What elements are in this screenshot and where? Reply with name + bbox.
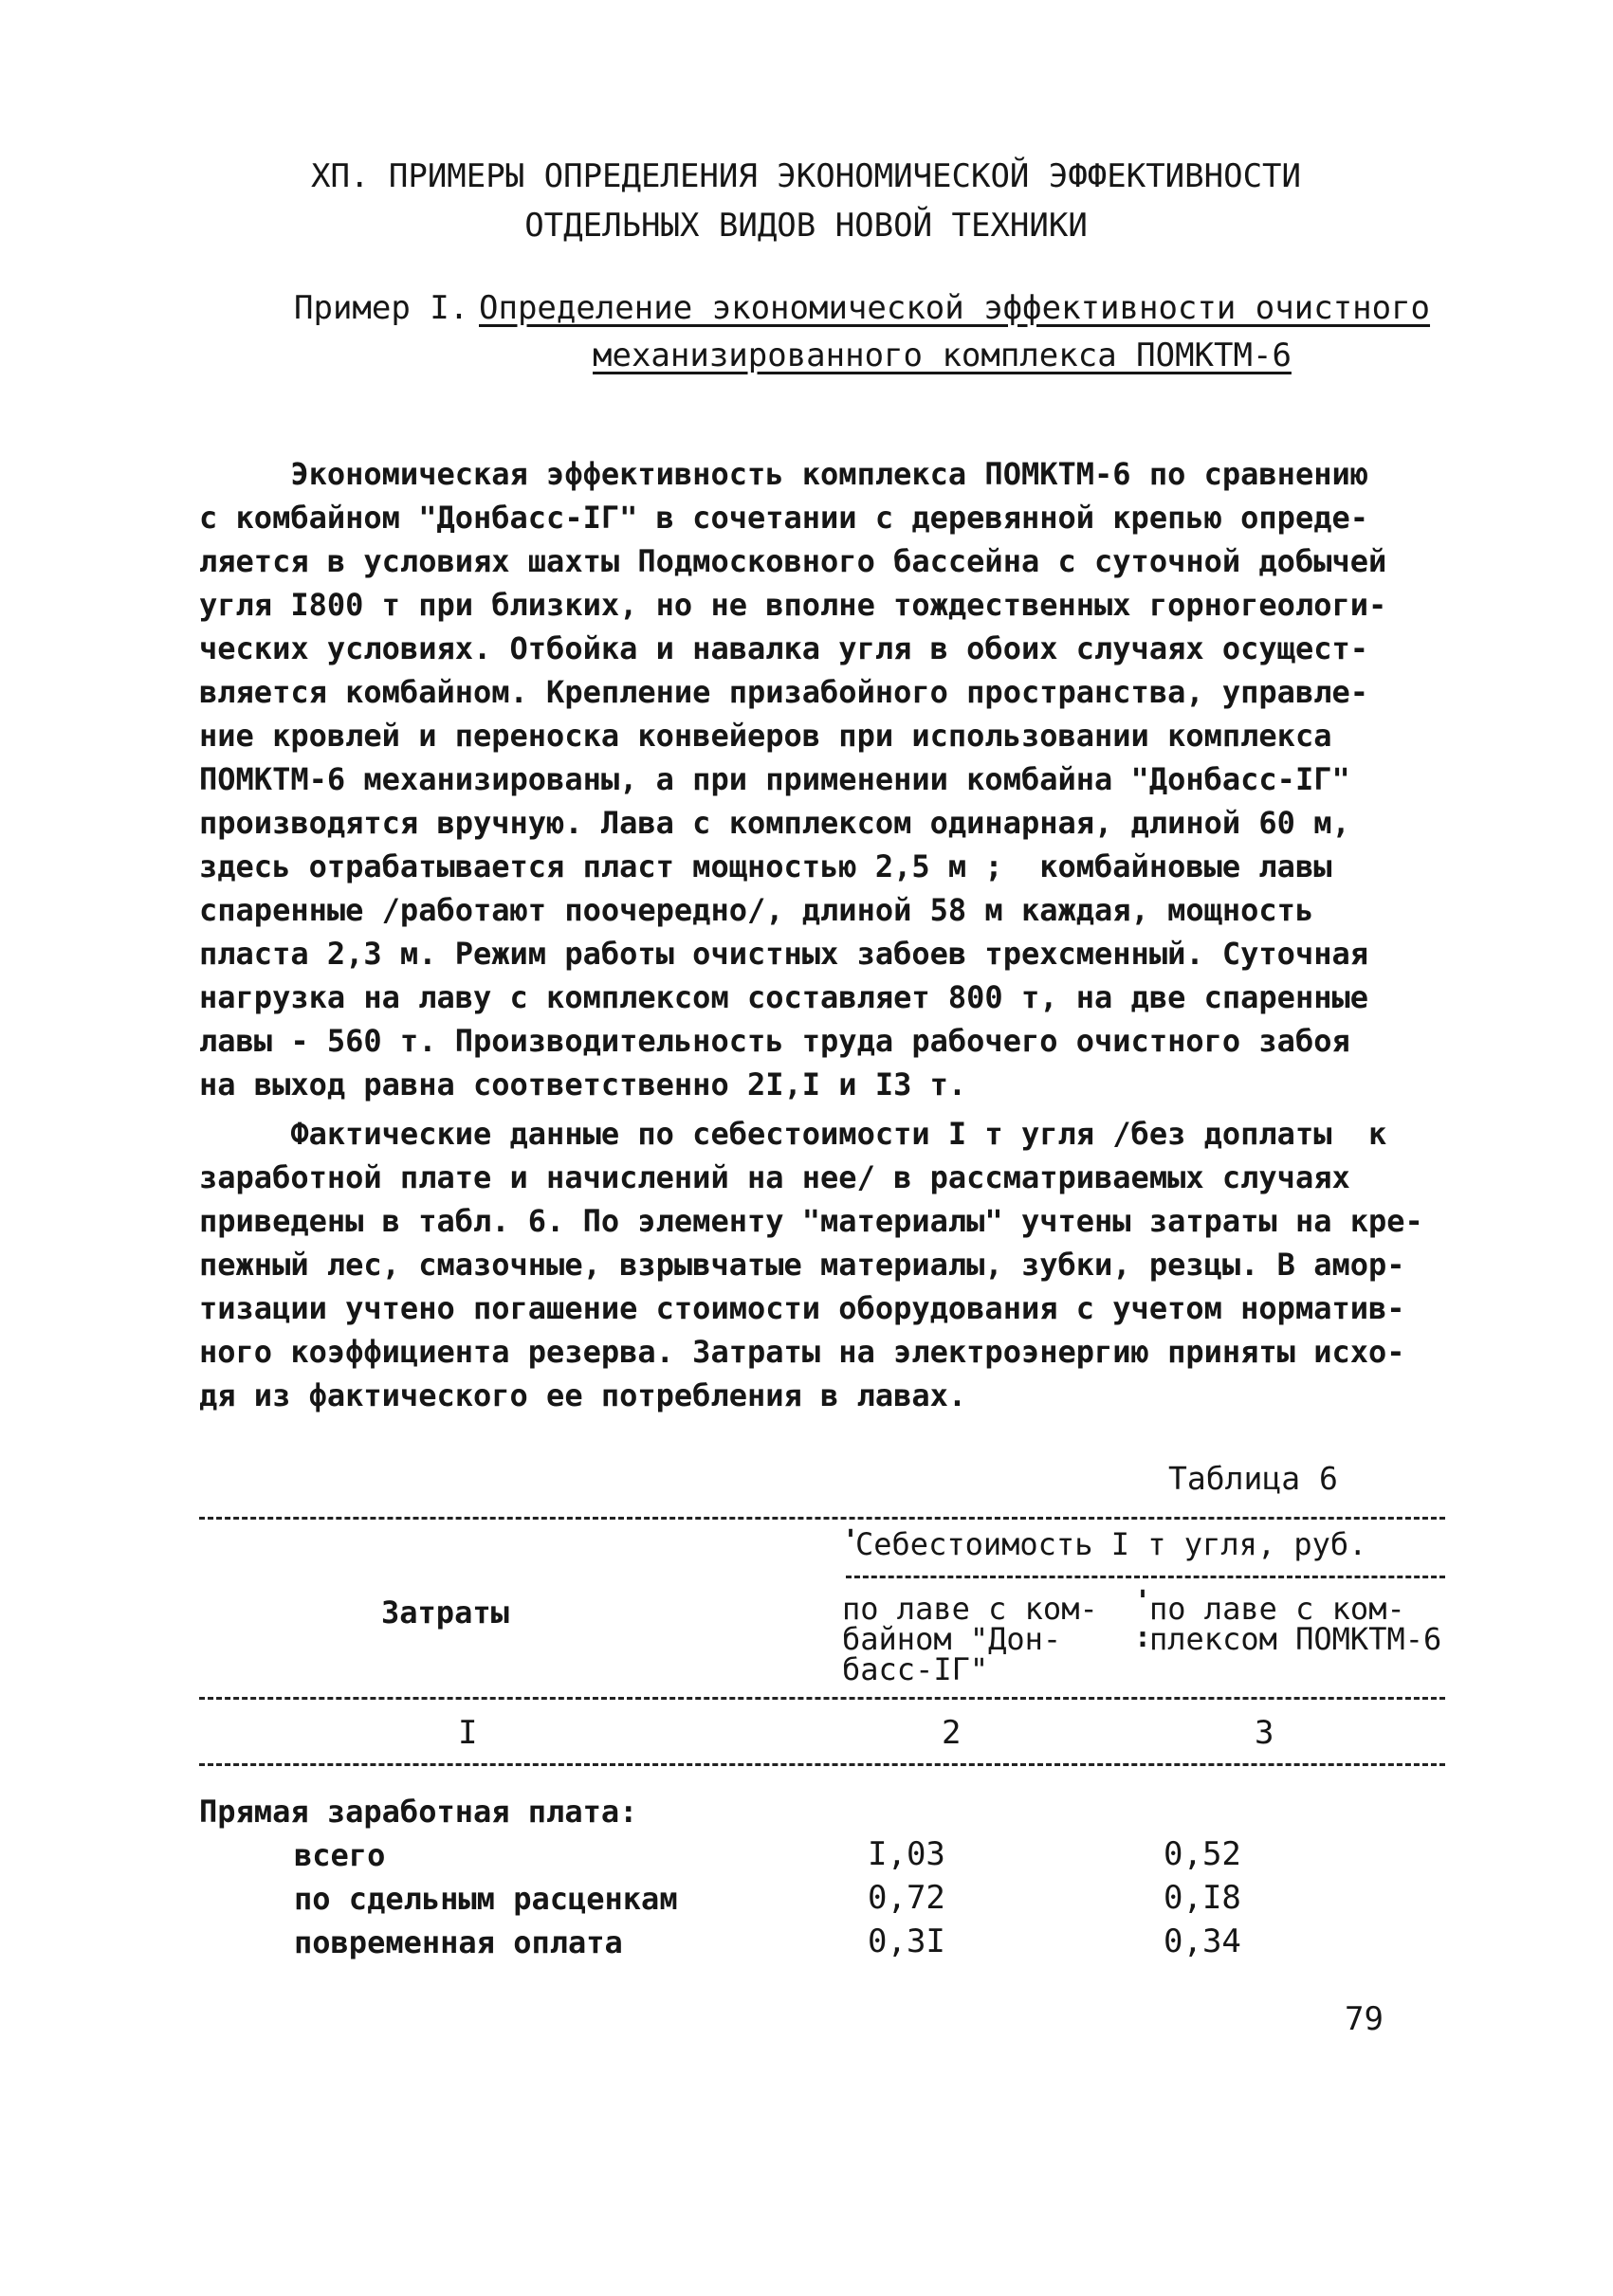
row-label: по сдельным расценкам bbox=[294, 1881, 678, 1917]
table-cell-col2: 0,3I bbox=[868, 1922, 945, 1960]
paragraph-1-line: с комбайном "Донбасс-IГ" в сочетании с деревянной крепью опреде- bbox=[199, 500, 1368, 536]
paragraph-1-line: угля I800 т при близких, но не вполне тождественных горногеологи- bbox=[199, 587, 1387, 623]
table-cell-col3: 0,34 bbox=[1164, 1922, 1241, 1960]
table-cell-col2: I,03 bbox=[868, 1835, 945, 1873]
header-bottom-rule bbox=[199, 1697, 1445, 1700]
paragraph-2-line: заработной плате и начислений на нее/ в рассматриваемых случаях bbox=[199, 1159, 1350, 1195]
row-label: всего bbox=[294, 1837, 386, 1873]
table-caption: Таблица 6 bbox=[1168, 1460, 1338, 1497]
group-label-direct-wages: Прямая заработная плата: bbox=[199, 1794, 638, 1830]
paragraph-2-line: тизации учтено погашение стоимости оборудования с учетом норматив- bbox=[199, 1290, 1405, 1326]
column-separator: : bbox=[1134, 1621, 1152, 1654]
paragraph-1-line: ПОМКТМ-6 механизированы, а при применении комбайна "Донбасс-IГ" bbox=[199, 761, 1350, 797]
paragraph-2-line: Фактические данные по себестоимости I т угля /без доплаты к bbox=[199, 1116, 1387, 1152]
paragraph-1-line: спаренные /работают поочередно/, длиной 58 м каждая, мощность bbox=[199, 892, 1314, 928]
paragraph-1-line: ческих условиях. Отбойка и навалка угля в обоих случаях осущест- bbox=[199, 630, 1368, 666]
paragraph-2-line: приведены в табл. 6. По элементу "материалы" учтены затраты на кре- bbox=[199, 1203, 1423, 1239]
header-col3-line: по лаве с ком- bbox=[1149, 1591, 1405, 1627]
section-heading-line-2: ОТДЕЛЬНЫХ ВИДОВ НОВОЙ ТЕХНИКИ bbox=[524, 207, 1088, 245]
paragraph-1-line: Экономическая эффективность комплекса ПОМКТМ-6 по сравнению bbox=[199, 456, 1368, 492]
paragraph-1-line: ляется в условиях шахты Подмосковного бассейна с суточной добычей bbox=[199, 543, 1387, 579]
table-cell-col3: 0,52 bbox=[1164, 1835, 1241, 1873]
column-number: I bbox=[458, 1714, 478, 1752]
paragraph-1-line: ние кровлей и переноска конвейеров при использовании комплекса bbox=[199, 718, 1332, 754]
header-col3-line: плексом ПОМКТМ-6 bbox=[1149, 1621, 1442, 1657]
paragraph-2-line: ного коэффициента резерва. Затраты на электроэнергию приняты исхо- bbox=[199, 1334, 1405, 1370]
table-cell-col2: 0,72 bbox=[868, 1879, 945, 1917]
table-cell-col3: 0,I8 bbox=[1164, 1879, 1241, 1917]
paragraph-1-line: вляется комбайном. Крепление призабойного пространства, управле- bbox=[199, 674, 1368, 710]
paragraph-1-line: здесь отрабатывается пласт мощностью 2,5 м ; комбайновые лавы bbox=[199, 848, 1332, 884]
column-number: 3 bbox=[1255, 1714, 1274, 1752]
page-number: 79 bbox=[1345, 2000, 1384, 2038]
header-group-cost: Себестоимость I т угля, руб. bbox=[855, 1526, 1367, 1562]
header-col2-line: байном "Дон- bbox=[842, 1621, 1062, 1657]
numbering-bottom-rule bbox=[199, 1763, 1445, 1766]
header-group-rule bbox=[846, 1576, 1445, 1578]
example-label: Пример I. bbox=[294, 289, 469, 327]
paragraph-1-line: лавы - 560 т. Производительность труда рабочего очистного забоя bbox=[199, 1023, 1350, 1059]
header-costs: Затраты bbox=[381, 1594, 509, 1631]
paragraph-1-line: нагрузка на лаву с комплексом составляет 800 т, на две спаренные bbox=[199, 979, 1368, 1015]
header-col2-line: по лаве с ком- bbox=[842, 1591, 1098, 1627]
table-top-rule bbox=[199, 1517, 1445, 1520]
column-separator: ' bbox=[842, 1524, 860, 1558]
paragraph-2-line: пежный лес, смазочные, взрывчатые материалы, зубки, резцы. В амор- bbox=[199, 1247, 1405, 1283]
paragraph-1-line: пласта 2,3 м. Режим работы очистных забоев трехсменный. Суточная bbox=[199, 936, 1368, 972]
example-title-line-1: Определение экономической эффективности очистного bbox=[479, 289, 1431, 327]
section-heading-line-1: XП. ПРИМЕРЫ ОПРЕДЕЛЕНИЯ ЭКОНОМИЧЕСКОЙ ЭФФЕКТИВНОСТИ bbox=[311, 157, 1301, 195]
column-number: 2 bbox=[942, 1714, 962, 1752]
row-label: повременная оплата bbox=[294, 1924, 623, 1960]
column-separator: ' bbox=[1134, 1585, 1152, 1618]
example-title-line-2: механизированного комплекса ПОМКТМ-6 bbox=[593, 337, 1292, 374]
paragraph-1-line: производятся вручную. Лава с комплексом одинарная, длиной 60 м, bbox=[199, 805, 1350, 841]
paragraph-2-line: дя из фактического ее потребления в лавах. bbox=[199, 1377, 967, 1413]
header-col2-line: басс-IГ" bbox=[842, 1651, 989, 1687]
paragraph-1-line: на выход равна соответственно 2I,I и I3 т. bbox=[199, 1066, 967, 1102]
